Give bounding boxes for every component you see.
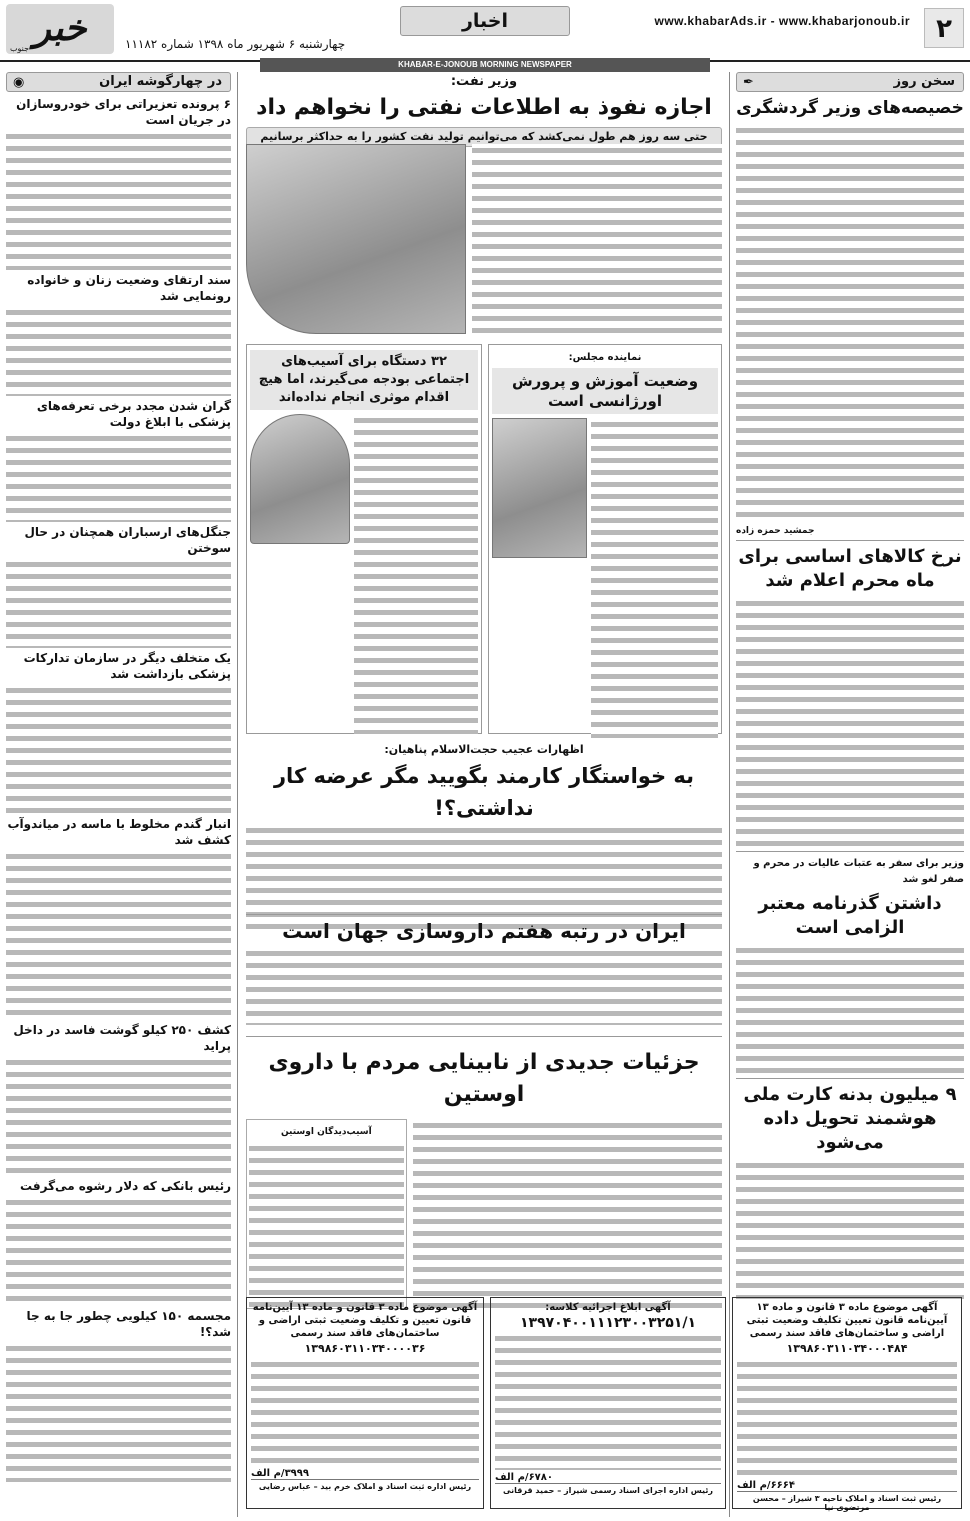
editorial-author: جمشید حمزه زاده bbox=[736, 526, 815, 536]
story-pharma bbox=[246, 914, 722, 1032]
story-idcard-title: ۹ میلیون بدنه کارت ملی هوشمند تحویل داده می‌شود bbox=[743, 1084, 957, 1153]
site-url[interactable]: www.khabarAds.ir - www.khabarjonoub.ir bbox=[654, 14, 910, 28]
lead-kicker: وزیر نفت: bbox=[450, 74, 518, 89]
ad-code: ۱۳۹۸۶۰۳۱۱۰۳۴۰۰۰۰۳۶ bbox=[304, 1342, 426, 1355]
paper-strip: KHABAR-E-JONOUB MORNING NEWSPAPER bbox=[260, 58, 710, 72]
brief-headline: رئیس بانکی که دلار رشوه می‌گرفت bbox=[20, 1179, 231, 1193]
brief-body bbox=[6, 1056, 231, 1176]
story-idcard-body bbox=[736, 1159, 964, 1299]
ad-price: ۶۶۶۴/م الف bbox=[737, 1480, 795, 1491]
story-avastin-title: جزئیات جدیدی از نابینایی مردم با داروی اوستین bbox=[268, 1050, 700, 1107]
brief-headline: گران شدن مجدد برخی تعرفه‌های پزشکی با ابلاغ دولت bbox=[36, 399, 231, 429]
section-tab: اخبار bbox=[400, 6, 570, 36]
story-social-harms-body bbox=[354, 414, 478, 734]
brief-headline: جنگل‌های ارسباران همچنان در حال سوختن bbox=[24, 525, 231, 555]
story-social-harms-title: ۳۲ دستگاه برای آسیب‌های اجتماعی بودجه می‌گیرند، اما هیچ اقدام موثری انجام نداده‌اند bbox=[250, 350, 478, 410]
story-pharma-title: ایران در رتبه هفتم داروسازی جهان است bbox=[282, 919, 686, 943]
ad-price: ۶۷۸۰/م الف bbox=[495, 1472, 553, 1483]
brief-body bbox=[6, 1342, 231, 1482]
ad-body bbox=[495, 1332, 721, 1470]
ad-box bbox=[246, 1297, 484, 1509]
brief-body bbox=[6, 130, 231, 270]
brief-headline: کشف ۲۵۰ کیلو گوشت فاسد در داخل پراید bbox=[13, 1023, 231, 1053]
band-label: سخن روز bbox=[893, 74, 955, 89]
brief-headline: یک متخلف دیگر در سازمان تدارکات پزشکی بازداشت شد bbox=[23, 651, 231, 681]
band-label: در چهارگوشه ایران bbox=[99, 74, 222, 89]
divider bbox=[736, 1078, 964, 1079]
ad-code: ۱۳۹۸۶۰۳۱۱۰۳۴۰۰۰۴۸۴ bbox=[786, 1342, 908, 1355]
story-avastin bbox=[246, 1036, 722, 1291]
band-iran-corners bbox=[6, 72, 231, 92]
band-sokhan-rooz bbox=[736, 72, 964, 92]
story-education-kicker: نماینده مجلس: bbox=[568, 352, 642, 363]
ad-signature: رئیس اداره ثبت اسناد و املاک خرم بید – عباس رضایی bbox=[251, 1479, 479, 1491]
official-photo bbox=[250, 414, 350, 544]
story-passport-title: داشتن گذرنامه معتبر الزامی است bbox=[758, 893, 942, 938]
newspaper-logo: خبر bbox=[6, 4, 114, 54]
story-suitor bbox=[246, 740, 722, 910]
logo-subtitle: جنوب bbox=[10, 44, 30, 53]
page-number: ۲ bbox=[924, 8, 964, 48]
story-pharma-body bbox=[246, 947, 722, 1025]
ad-code: ۱۳۹۷۰۴۰۰۱۱۱۲۳۰۰۳۲۵۱/۱ bbox=[519, 1315, 696, 1331]
story-education-title: وضعیت آموزش و پرورش اورژانسی است bbox=[492, 368, 718, 414]
editorial-title: خصیصه‌های وزیر گردشگری bbox=[736, 98, 964, 118]
brief-body bbox=[6, 850, 231, 1020]
ad-box bbox=[732, 1297, 962, 1512]
brief-headline: انبار گندم مخلوط با ماسه در میاندوآب کشف شد bbox=[7, 817, 231, 847]
story-education-body bbox=[591, 418, 718, 738]
editorial-body bbox=[736, 124, 964, 524]
brief-body bbox=[6, 684, 231, 814]
ad-signature: رئیس اداره اجرای اسناد رسمی شیراز – حمید قرقانی bbox=[495, 1483, 721, 1495]
brief-body bbox=[6, 432, 231, 522]
left-column bbox=[6, 72, 238, 1517]
story-passport-kicker: وزیر برای سفر به عتبات عالیات در محرم و صفر لغو شد bbox=[753, 858, 964, 885]
ad-price: ۳۹۹۹/م الف bbox=[251, 1468, 309, 1479]
lead-title: اجازه نفوذ به اطلاعات نفتی را نخواهم داد bbox=[256, 95, 712, 120]
ad-title: آگهی ابلاغ اجرائیه کلاسه: bbox=[545, 1302, 671, 1313]
ad-signature: رئیس ثبت اسناد و املاک ناحیه ۳ شیراز – محسن مرتضوی نیا bbox=[737, 1491, 957, 1512]
story-suitor-kicker: اظهارات عجیب حجت‌الاسلام پناهیان: bbox=[384, 743, 584, 756]
mp-photo bbox=[492, 418, 587, 558]
ad-title: آگهی موضوع ماده ۳ قانون و ماده ۱۳ آیین‌نامه قانون تعیین و تکلیف وضعیت ثبتی اراضی و ساختمان‌های فاقد سند رسمی bbox=[252, 1302, 478, 1339]
story-suitor-title: به خواستگار کارمند بگویید مگر عرضه کار نداشتی؟! bbox=[273, 764, 695, 820]
story-education bbox=[488, 344, 722, 734]
story-social-harms bbox=[246, 344, 482, 734]
ad-box bbox=[490, 1297, 726, 1509]
story-avastin-inset bbox=[246, 1119, 407, 1309]
inset-title: آسیب‌دیدگان اوستین bbox=[280, 1127, 372, 1137]
oil-minister-photo bbox=[246, 144, 466, 334]
brief-headline: مجسمه ۱۵۰ کیلویی چطور جا به جا شد؟! bbox=[26, 1309, 231, 1339]
story-commodity-title: نرخ کالاهای اساسی برای ماه محرم اعلام شد bbox=[738, 546, 962, 591]
brief-headline: سند ارتقای وضعیت زنان و خانواده رونمایی شد bbox=[27, 273, 231, 303]
ad-body bbox=[737, 1358, 957, 1478]
pen-icon: ✒ bbox=[743, 75, 754, 90]
lead-subtitle: حتی سه روز هم طول نمی‌کشد که می‌توانیم تولید نفت کشور را به حداکثر برسانیم bbox=[246, 127, 722, 147]
story-passport-body bbox=[736, 944, 964, 1074]
story-commodity-body bbox=[736, 597, 964, 847]
divider bbox=[736, 851, 964, 852]
globe-icon: ◉ bbox=[13, 75, 25, 90]
brief-body bbox=[6, 306, 231, 396]
ad-title: آگهی موضوع ماده ۳ قانون و ماده ۱۳ آیین‌نامه قانون تعیین تکلیف وضعیت ثبتی اراضی و ساختمان‌های فاقد سند رسمی bbox=[746, 1302, 948, 1339]
lead-story bbox=[246, 72, 722, 342]
issue-date: چهارشنبه ۶ شهریور ماه ۱۳۹۸ شماره ۱۱۱۸۲ bbox=[125, 37, 346, 51]
lead-body bbox=[472, 144, 722, 334]
inset-body bbox=[249, 1142, 404, 1307]
ad-body bbox=[251, 1358, 479, 1466]
brief-body bbox=[6, 558, 231, 648]
brief-headline: ۶ پرونده تعزیراتی برای خودروسازان در جریان است bbox=[16, 97, 231, 127]
divider bbox=[736, 540, 964, 541]
story-avastin-body bbox=[413, 1119, 722, 1309]
masthead bbox=[0, 0, 970, 62]
brief-body bbox=[6, 1196, 231, 1306]
